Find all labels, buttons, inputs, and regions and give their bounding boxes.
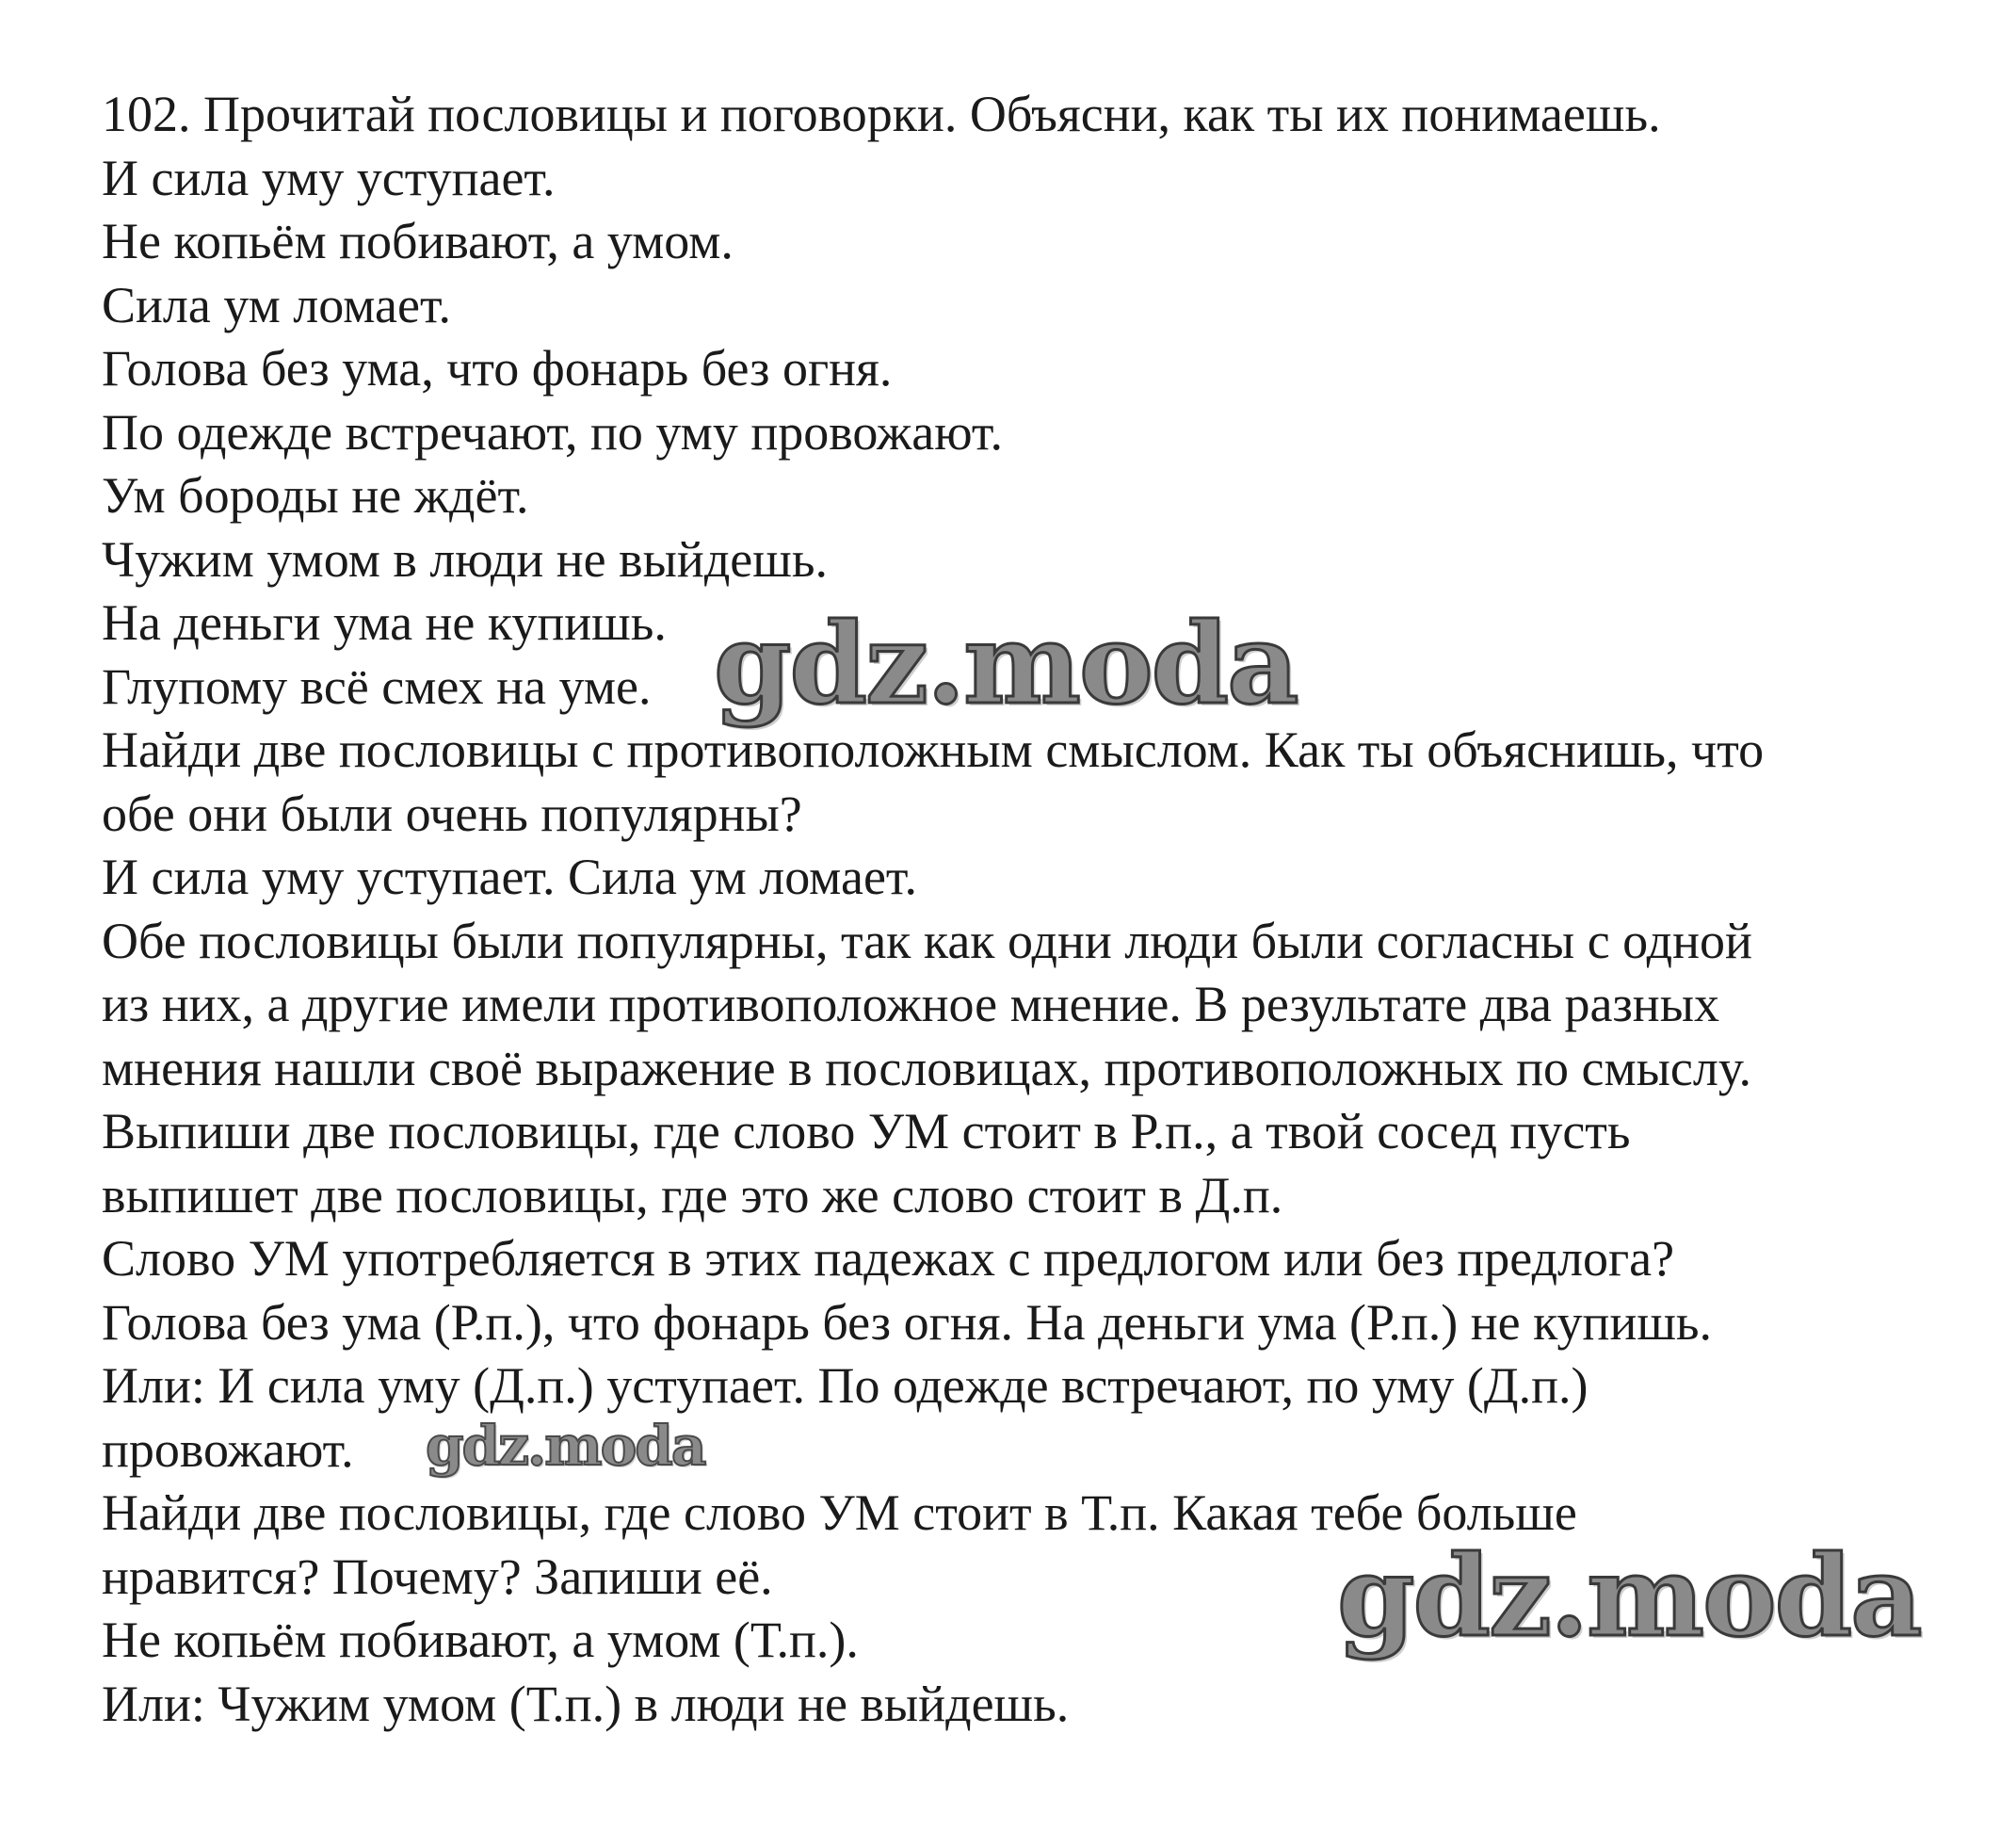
watermark-logo: gdz.moda bbox=[714, 598, 1298, 729]
proverb-line: Глупому всё смех на уме. bbox=[102, 657, 652, 715]
watermark-logo: gdz.moda bbox=[426, 1414, 705, 1478]
answer-line: И сила уму уступает. Сила ум ломает. bbox=[102, 849, 917, 905]
proverb-line: По одежде встречают, по уму провожают. bbox=[102, 403, 1003, 461]
answer-line: Голова без ума (Р.п.), что фонарь без огня. На деньги ума (Р.п.) не купишь. bbox=[102, 1293, 1713, 1351]
proverb-line: Ум бороды не ждёт. bbox=[102, 467, 529, 524]
task-line: Выпиши две пословицы, где слово УМ стоит в Р.п., а твой сосед пусть bbox=[102, 1103, 1631, 1159]
proverb-line: И сила уму уступает. bbox=[102, 149, 556, 206]
proverb-line: Не копьём побивают, а умом. bbox=[102, 213, 734, 269]
task-line: выпишет две пословицы, где это же слово стоит в Д.п. bbox=[102, 1166, 1283, 1223]
proverb-line: На деньги ума не купишь. bbox=[102, 594, 667, 651]
answer-line: из них, а другие имели противоположное мнение. В результате два разных bbox=[102, 976, 1719, 1032]
proverb-line: Голова без ума, что фонарь без огня. bbox=[102, 340, 893, 397]
proverb-line: Сила ум ломает. bbox=[102, 276, 451, 333]
answer-line: Или: И сила уму (Д.п.) уступает. По одежде встречают, по уму (Д.п.) bbox=[102, 1357, 1589, 1414]
watermark-logo: gdz.moda bbox=[1337, 1531, 1921, 1661]
proverb-line: Чужим умом в люди не выйдешь. bbox=[102, 530, 828, 588]
answer-line: Не копьём побивают, а умом (Т.п.). bbox=[102, 1612, 859, 1668]
task-line: Слово УМ употребляется в этих падежах с предлогом или без предлога? bbox=[102, 1230, 1675, 1287]
task-line: Найди две пословицы с противоположным смыслом. Как ты объяснишь, что bbox=[102, 721, 1765, 778]
task-line: Найди две пословицы, где слово УМ стоит в Т.п. Какая тебе больше bbox=[102, 1484, 1577, 1541]
exercise-text bbox=[102, 83, 1994, 1736]
task-line: обе они были очень популярны? bbox=[102, 785, 802, 842]
task-line: нравится? Почему? Запиши её. bbox=[102, 1547, 773, 1605]
answer-line: Обе пословицы были популярны, так как одни люди были согласны с одной bbox=[102, 912, 1752, 969]
exercise-heading: 102. Прочитай пословицы и поговорки. Объясни, как ты их понимаешь. bbox=[102, 86, 1661, 142]
answer-line: мнения нашли своё выражение в пословицах, противоположных по смыслу. bbox=[102, 1039, 1751, 1096]
answer-line: провожают. bbox=[102, 1420, 354, 1478]
answer-line: Или: Чужим умом (Т.п.) в люди не выйдешь. bbox=[102, 1675, 1070, 1732]
